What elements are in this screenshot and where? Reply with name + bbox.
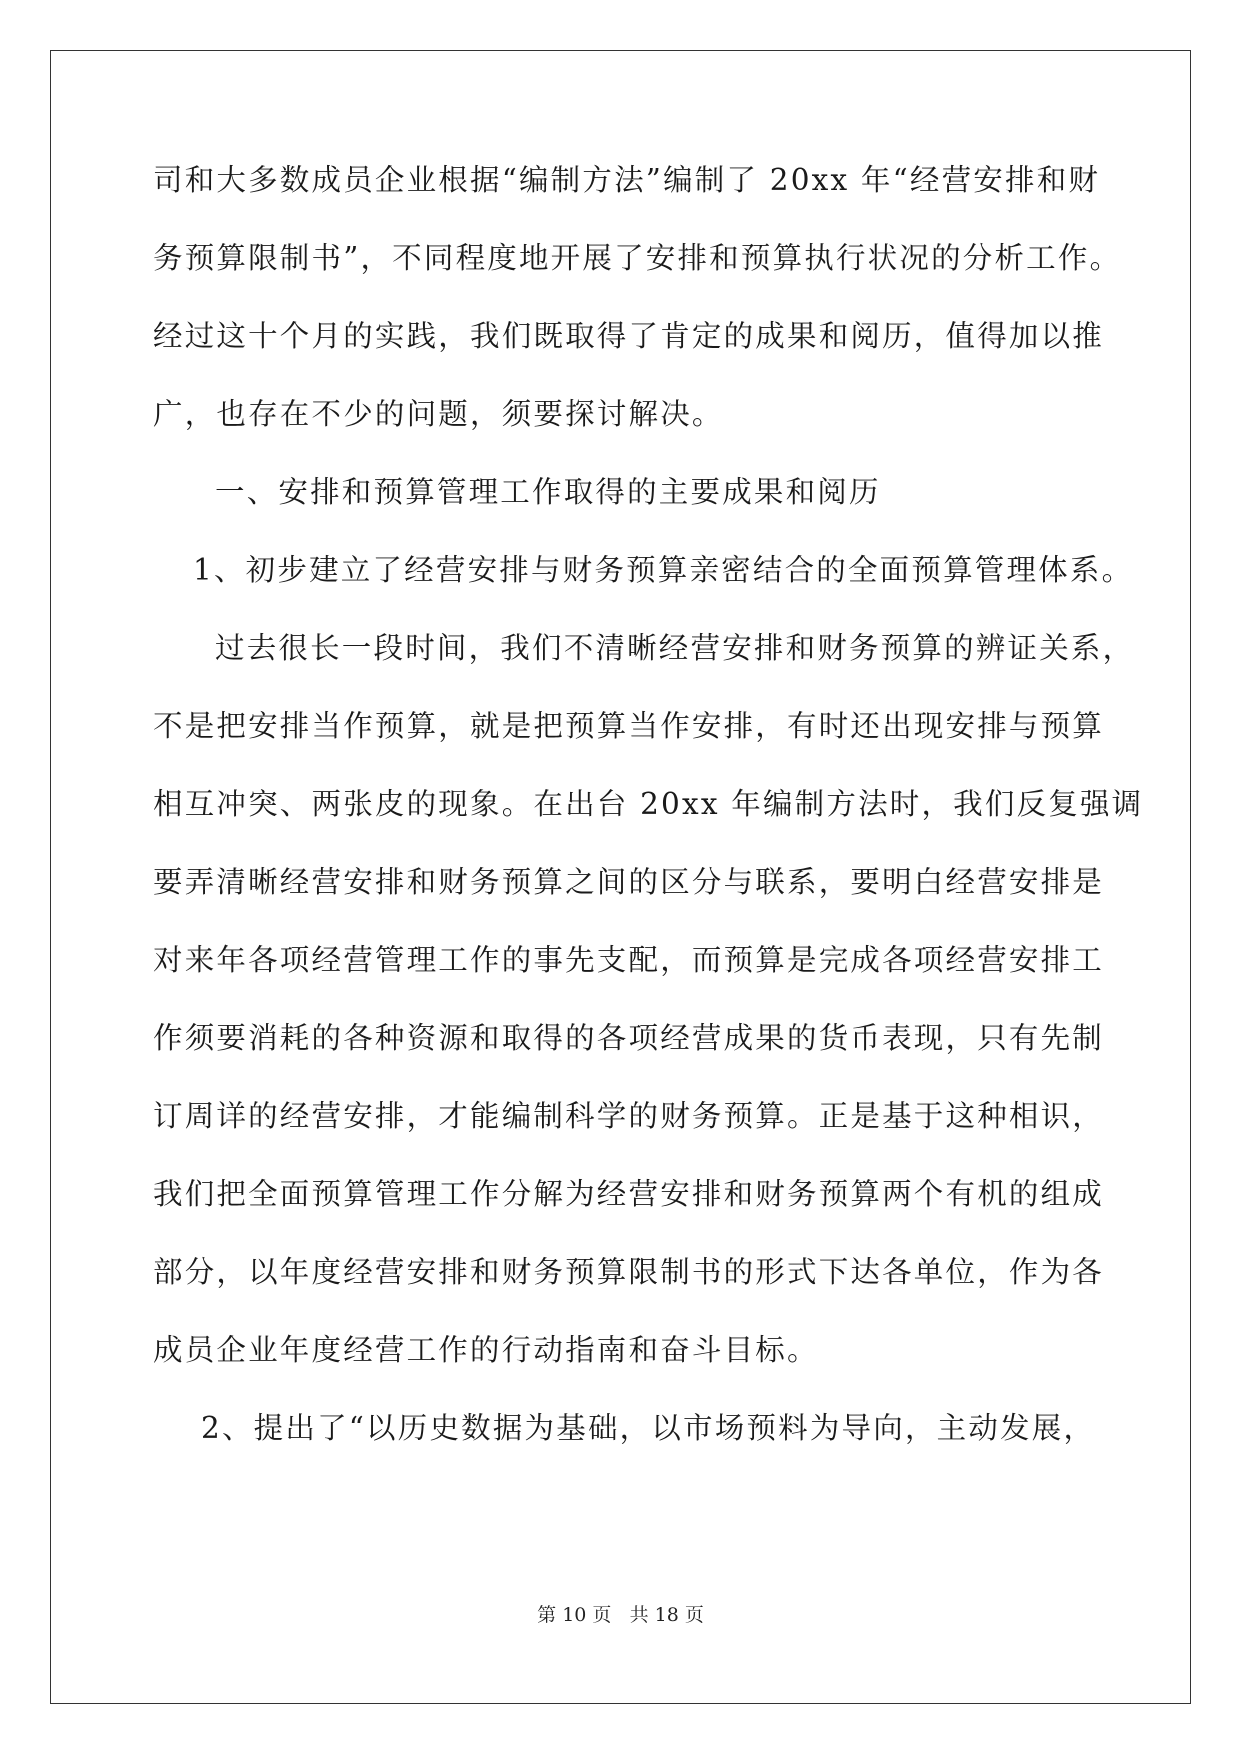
text-line: 我们把全面预算管理工作分解为经营安排和财务预算两个有机的组成 [153,1177,1105,1211]
text-line: 不是把安排当作预算，就是把预算当作安排，有时还出现安排与预算 [153,709,1105,743]
page-number: 第 10 页 [537,1604,612,1626]
text-line: 经过这十个月的实践，我们既取得了肯定的成果和阅历，值得加以推 [153,319,1105,353]
section-heading: 一、安排和预算管理工作取得的主要成果和阅历 [215,475,881,509]
text-line: 对来年各项经营管理工作的事先支配，而预算是完成各项经营安排工 [153,943,1105,977]
subsection-heading: 1、初步建立了经营安排与财务预算亲密结合的全面预算管理体系。 [193,553,1134,587]
text-line: 作须要消耗的各种资源和取得的各项经营成果的货币表现，只有先制 [153,1021,1105,1055]
text-line: 订周详的经营安排，才能编制科学的财务预算。正是基于这种相识， [153,1099,1105,1133]
page-total: 共 18 页 [629,1604,704,1626]
subsection-heading: 2、提出了“以历史数据为基础，以市场预料为导向，主动发展， [201,1411,1096,1445]
text-line: 过去很长一段时间，我们不清晰经营安排和财务预算的辨证关系， [215,631,1135,665]
text-line: 成员企业年度经营工作的行动指南和奋斗目标。 [153,1333,819,1367]
text-line: 相互冲突、两张皮的现象。在出台 20xx 年编制方法时，我们反复强调 [153,787,1144,821]
text-line: 司和大多数成员企业根据“编制方法”编制了 20xx 年“经营安排和财 [153,163,1101,197]
text-line: 要弄清晰经营安排和财务预算之间的区分与联系，要明白经营安排是 [153,865,1105,899]
page-footer [0,1603,1241,1627]
text-line: 务预算限制书”，不同程度地开展了安排和预算执行状况的分析工作。 [153,241,1122,275]
text-line: 广，也存在不少的问题，须要探讨解决。 [153,397,724,431]
text-line: 部分，以年度经营安排和财务预算限制书的形式下达各单位，作为各 [153,1255,1105,1289]
